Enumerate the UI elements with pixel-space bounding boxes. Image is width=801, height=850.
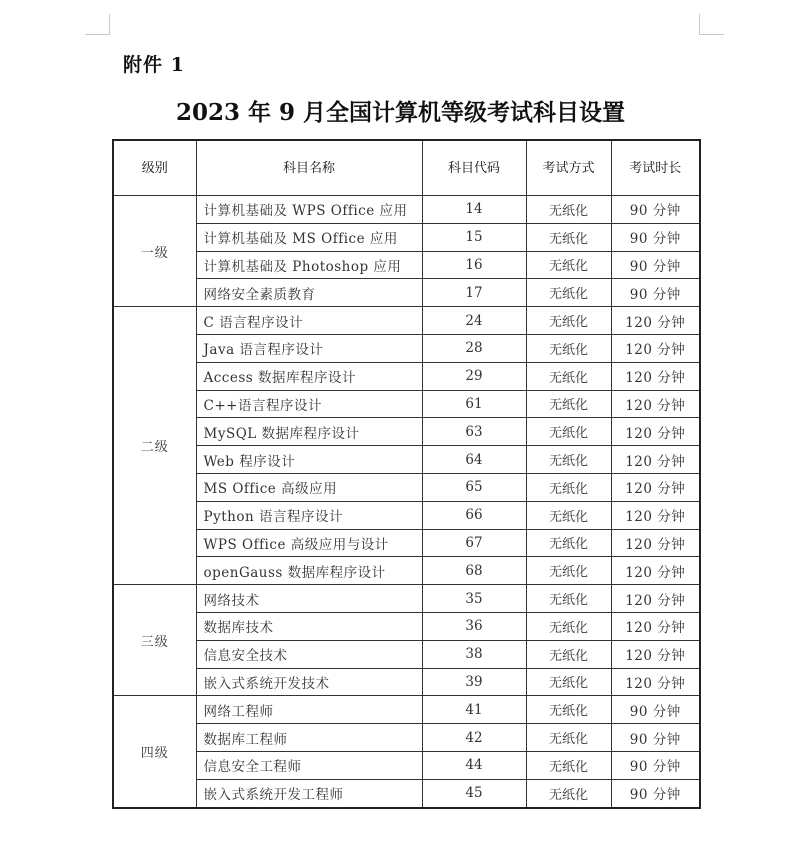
exam-duration-cell: 120 分钟 [611,529,700,557]
subject-name-cell: MS Office 高级应用 [196,473,422,501]
exam-duration-cell: 120 分钟 [611,473,700,501]
exam-duration-cell: 90 分钟 [611,279,700,307]
table-row [113,696,700,724]
subject-name-cell: 信息安全工程师 [196,751,422,779]
table-row [113,668,700,696]
page-corner-mark-top-right [699,14,724,35]
header-exam-duration: 考试时长 [611,140,700,196]
exam-method-cell: 无纸化 [526,668,611,696]
table-row [113,334,700,362]
exam-method-cell: 无纸化 [526,418,611,446]
level-cell: 二级 [113,307,196,585]
table-body [113,196,700,808]
subject-code-cell: 64 [422,446,526,474]
exam-duration-cell: 120 分钟 [611,418,700,446]
subject-code-cell: 67 [422,529,526,557]
table-row [113,557,700,585]
exam-method-cell: 无纸化 [526,307,611,335]
exam-duration-cell: 90 分钟 [611,751,700,779]
subject-name-cell: C++语言程序设计 [196,390,422,418]
exam-method-cell: 无纸化 [526,612,611,640]
exam-duration-cell: 120 分钟 [611,307,700,335]
subject-name-cell: 计算机基础及 WPS Office 应用 [196,196,422,224]
exam-method-cell: 无纸化 [526,251,611,279]
exam-method-cell: 无纸化 [526,779,611,807]
subject-name-cell: 嵌入式系统开发技术 [196,668,422,696]
subject-name-cell: MySQL 数据库程序设计 [196,418,422,446]
table-row [113,751,700,779]
subject-name-cell: openGauss 数据库程序设计 [196,557,422,585]
table-row [113,724,700,752]
exam-method-cell: 无纸化 [526,696,611,724]
subject-name-cell: 计算机基础及 MS Office 应用 [196,223,422,251]
exam-duration-cell: 120 分钟 [611,446,700,474]
table-row [113,585,700,613]
table-row [113,362,700,390]
header-level: 级别 [113,140,196,196]
exam-method-cell: 无纸化 [526,640,611,668]
exam-duration-cell: 120 分钟 [611,390,700,418]
subject-code-cell: 38 [422,640,526,668]
subject-code-cell: 29 [422,362,526,390]
table-row [113,446,700,474]
table-header-row [113,140,700,196]
subject-code-cell: 16 [422,251,526,279]
exam-duration-cell: 90 分钟 [611,779,700,807]
subject-code-cell: 14 [422,196,526,224]
subject-name-cell: 网络安全素质教育 [196,279,422,307]
table-row [113,501,700,529]
subject-name-cell: C 语言程序设计 [196,307,422,335]
table-row [113,307,700,335]
exam-method-cell: 无纸化 [526,501,611,529]
table-row [113,640,700,668]
header-subject-name: 科目名称 [196,140,422,196]
exam-method-cell: 无纸化 [526,529,611,557]
exam-method-cell: 无纸化 [526,585,611,613]
table-row [113,390,700,418]
subject-name-cell: 数据库工程师 [196,724,422,752]
subject-code-cell: 42 [422,724,526,752]
exam-method-cell: 无纸化 [526,362,611,390]
table-row [113,473,700,501]
subject-code-cell: 35 [422,585,526,613]
subject-code-cell: 68 [422,557,526,585]
subject-name-cell: 网络工程师 [196,696,422,724]
exam-duration-cell: 120 分钟 [611,557,700,585]
subject-name-cell: 信息安全技术 [196,640,422,668]
exam-duration-cell: 90 分钟 [611,724,700,752]
subject-name-cell: Access 数据库程序设计 [196,362,422,390]
table-row [113,279,700,307]
exam-method-cell: 无纸化 [526,446,611,474]
subject-code-cell: 17 [422,279,526,307]
subject-name-cell: Java 语言程序设计 [196,334,422,362]
subject-name-cell: Python 语言程序设计 [196,501,422,529]
page-title: 2023 年 9 月全国计算机等级考试科目设置 [175,99,626,126]
exam-method-cell: 无纸化 [526,196,611,224]
attachment-label: 附件 1 [123,54,185,76]
exam-method-cell: 无纸化 [526,751,611,779]
table-row [113,612,700,640]
subject-code-cell: 66 [422,501,526,529]
header-subject-code: 科目代码 [422,140,526,196]
level-cell: 一级 [113,196,196,307]
table-row [113,223,700,251]
exam-duration-cell: 120 分钟 [611,612,700,640]
subject-code-cell: 41 [422,696,526,724]
level-cell: 三级 [113,585,196,696]
exam-method-cell: 无纸化 [526,724,611,752]
exam-duration-cell: 90 分钟 [611,196,700,224]
exam-duration-cell: 90 分钟 [611,223,700,251]
exam-method-cell: 无纸化 [526,390,611,418]
page-corner-mark-top-left [85,14,110,35]
level-cell: 四级 [113,696,196,808]
subject-code-cell: 61 [422,390,526,418]
exam-duration-cell: 120 分钟 [611,334,700,362]
subject-name-cell: Web 程序设计 [196,446,422,474]
exam-method-cell: 无纸化 [526,223,611,251]
subject-code-cell: 44 [422,751,526,779]
subject-code-cell: 63 [422,418,526,446]
exam-duration-cell: 120 分钟 [611,362,700,390]
subject-code-cell: 39 [422,668,526,696]
table-row [113,196,700,224]
subject-code-cell: 45 [422,779,526,807]
subject-code-cell: 24 [422,307,526,335]
exam-duration-cell: 90 分钟 [611,696,700,724]
subject-code-cell: 28 [422,334,526,362]
table-row [113,418,700,446]
subject-name-cell: 数据库技术 [196,612,422,640]
subject-code-cell: 15 [422,223,526,251]
exam-method-cell: 无纸化 [526,557,611,585]
exam-duration-cell: 90 分钟 [611,251,700,279]
header-exam-method: 考试方式 [526,140,611,196]
exam-duration-cell: 120 分钟 [611,668,700,696]
exam-duration-cell: 120 分钟 [611,640,700,668]
subject-code-cell: 36 [422,612,526,640]
table-row [113,251,700,279]
table-row [113,529,700,557]
exam-method-cell: 无纸化 [526,473,611,501]
subjects-table [112,139,701,809]
exam-duration-cell: 120 分钟 [611,501,700,529]
subject-name-cell: 网络技术 [196,585,422,613]
table-row [113,779,700,807]
subject-code-cell: 65 [422,473,526,501]
exam-method-cell: 无纸化 [526,334,611,362]
exam-duration-cell: 120 分钟 [611,585,700,613]
subject-name-cell: 嵌入式系统开发工程师 [196,779,422,807]
subject-name-cell: WPS Office 高级应用与设计 [196,529,422,557]
exam-method-cell: 无纸化 [526,279,611,307]
subject-name-cell: 计算机基础及 Photoshop 应用 [196,251,422,279]
